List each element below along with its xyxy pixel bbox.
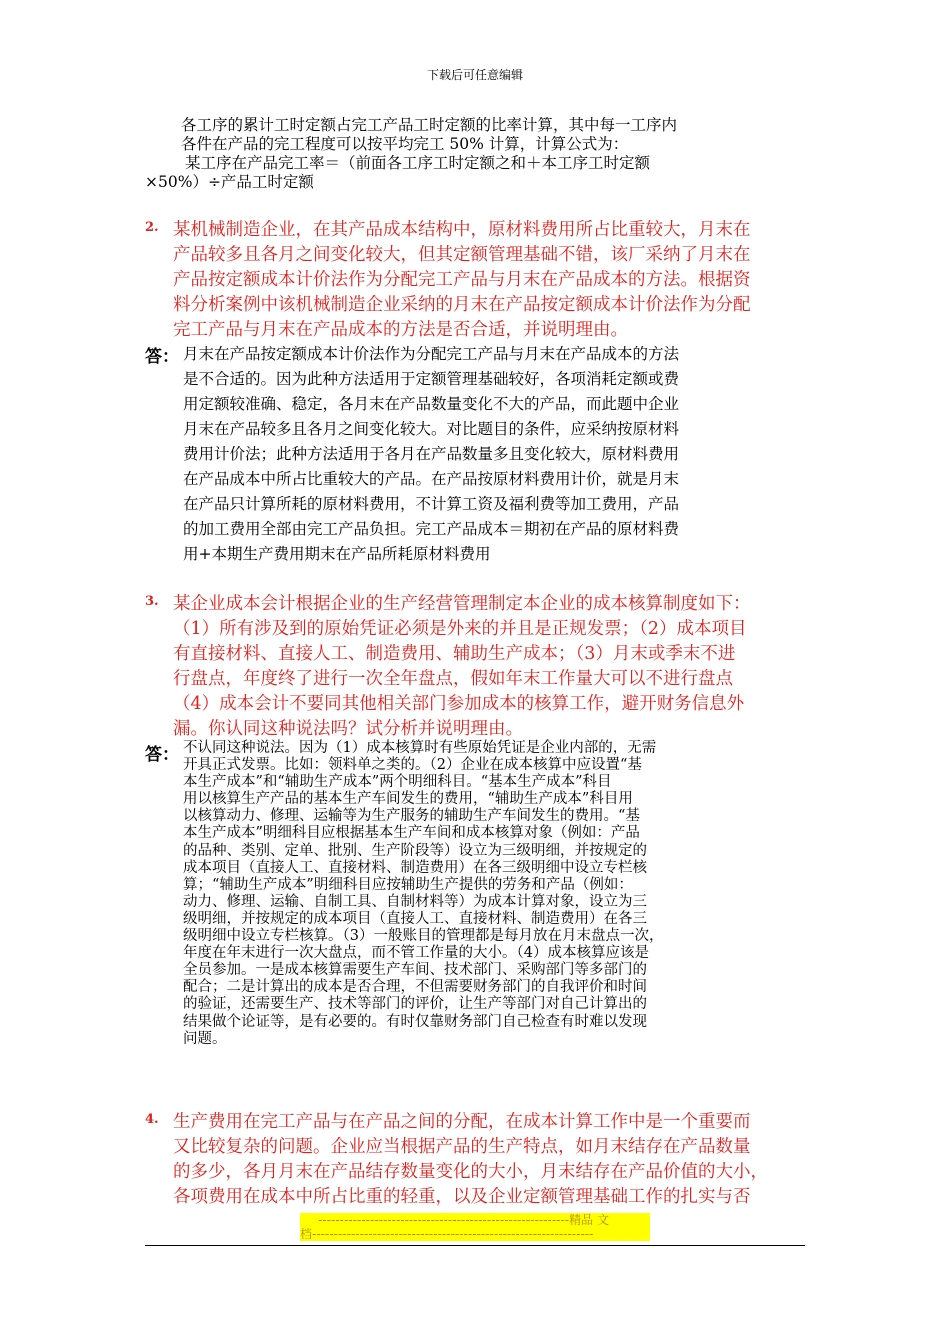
- question-text: [173, 1110, 768, 1210]
- footer-rule: [145, 1245, 805, 1246]
- question-number: 2.: [145, 220, 159, 235]
- answer-line: 用+本期生产费用期末在产品所耗原材料费用: [183, 545, 491, 563]
- answer-line: 月末在产品较多且各月之间变化较大。对比题目的条件，应采纳按原材料: [183, 420, 680, 438]
- intro-line: 各件在产品的完工程度可以按平均完工 50% 计算，计算公式为：: [181, 135, 629, 153]
- question-line: 又比较复杂的问题。企业应当根据产品的生产特点，如月末结存在产品数量: [173, 1137, 751, 1157]
- question-line: 料分析案例中该机械制造企业采纳的月末在产品按定额成本计价法作为分配: [173, 295, 751, 315]
- question-line: 的多少，各月月末在产品结存数量变化的大小，月末结存在产品价值的大小，: [173, 1162, 768, 1182]
- answer-line: 不认同这种说法。因为（1）成本核算时有些原始凭证是企业内部的，无需: [183, 740, 657, 756]
- question-line: 生产费用在完工产品与在产品之间的分配，在成本计算工作中是一个重要而: [173, 1112, 751, 1132]
- question-line: 漏。你认同这种说法吗？试分析并说明理由。: [173, 719, 523, 739]
- answer-text: [183, 740, 663, 1048]
- answer-line: 本生产成本”明细科目应根据基本生产车间和成本核算对象（例如：产品: [183, 825, 640, 842]
- question-line: 行盘点，年度终了进行一次全年盘点，假如年末工作量大可以不进行盘点: [173, 669, 733, 689]
- page-header: 下载后可任意编辑: [426, 68, 523, 82]
- question-text: [173, 218, 751, 343]
- question-line: （4）成本会计不要同其他相关部门参加成本的核算工作，避开财务信息外: [173, 694, 745, 714]
- question-line: 产品按定额成本计价法作为分配完工产品与月末在产品成本的方法。根据资: [173, 270, 751, 290]
- answer-line: 结果做个论证等，是有必要的。有时仅靠财务部门自己检查有时难以发现: [183, 1013, 647, 1030]
- answer-line: 本生产成本”和“辅助生产成本”两个明细科目。“基本生产成本”科目: [183, 774, 612, 791]
- answer-line: 以核算动力、修理、运输等为生产服务的辅助生产车间发生的费用。“基: [183, 808, 640, 825]
- answer-line: 动力、修理、运输、自制工具、自制材料等）为成本计算对象，设立为三: [183, 893, 647, 910]
- question-text: [173, 592, 751, 742]
- answer-line: 的验证，还需要生产、技术等部门的评价，让生产等部门对自己计算出的: [183, 996, 647, 1013]
- question-line: （1）所有涉及到的原始凭证必须是外来的并且是正规发票；（2）成本项目: [173, 619, 747, 639]
- question-number: 3.: [145, 594, 159, 609]
- footer-banner: [300, 1213, 650, 1241]
- answer-label: 答：: [145, 745, 179, 765]
- answer-line: 在产品只计算所耗的原材料费用，不计算工资及福利费等加工费用，产品: [183, 495, 680, 513]
- intro-formula-line: ×50%）÷产品工时定额: [145, 173, 314, 191]
- answer-text: [183, 342, 679, 567]
- answer-line: 是不合适的。因为此种方法适用于定额管理基础较好，各项消耗定额或费: [183, 370, 680, 388]
- question-line: 完工产品与月末在产品成本的方法是否合适，并说明理由。: [173, 320, 628, 340]
- question-line: 某机械制造企业，在其产品成本结构中，原材料费用所占比重较大，月末在: [173, 220, 751, 240]
- answer-line: 算；“辅助生产成本”明细科目应按辅助生产提供的劳务和产品（例如：: [183, 876, 633, 893]
- answer-label: 答：: [145, 347, 179, 367]
- answer-line: 月末在产品按定额成本计价法作为分配完工产品与月末在产品成本的方法: [183, 345, 680, 363]
- answer-line: 级明细中设立专栏核算。（3）一般账目的管理都是每月放在月末盘点一次，: [183, 928, 664, 945]
- answer-line: 年度在年末进行一次大盘点，而不管工作量的大小。（4）成本核算应该是: [183, 945, 649, 962]
- answer-line: 配合；二是计算出的成本是否合理，不但需要财务部门的自我评价和时间: [183, 979, 647, 996]
- answer-line: 用以核算生产产品的基本生产车间发生的费用，“辅助生产成本”科目用: [183, 791, 633, 808]
- answer-line: 在产品成本中所占比重较大的产品。在产品按原材料费用计价，就是月末: [183, 470, 680, 488]
- question-line: 各项费用在成本中所占比重的轻重，以及企业定额管理基础工作的扎实与否: [173, 1187, 751, 1207]
- answer-line: 开具正式发票。比如：领料单之类的。（2）企业在成本核算中应设置“基: [183, 757, 642, 774]
- answer-line: 成本项目（直接人工、直接材料、制造费用）在各三级明细中设立专栏核: [183, 859, 647, 876]
- answer-line: 费用计价法；此种方法适用于各月在产品数量多且变化较大，原材料费用: [183, 445, 680, 463]
- intro-formula-line: 某工序在产品完工率＝（前面各工序工时定额之和＋本工序工时定额: [185, 154, 651, 172]
- answer-line: 的加工费用全部由完工产品负担。完工产品成本＝期初在产品的原材料费: [183, 520, 680, 538]
- question-line: 某企业成本会计根据企业的生产经营管理制定本企业的成本核算制度如下：: [173, 594, 751, 614]
- question-line: 有直接材料、直接人工、制造费用、辅助生产成本；（3）月末或季末不进: [173, 644, 736, 664]
- footer-line: 档-----------------------------------------------------------------: [300, 1227, 594, 1241]
- intro-line: 各工序的累计工时定额占完工产品工时定额的比率计算，其中每一工序内: [181, 116, 678, 134]
- footer-line: ----------------------------------------------------------精品 文: [318, 1213, 609, 1227]
- answer-line: 全员参加。一是成本核算需要生产车间、技术部门、采购部门等多部门的: [183, 962, 647, 979]
- answer-line: 级明细，并按规定的成本项目（直接人工、直接材料、制造费用）在各三: [183, 910, 647, 927]
- answer-line: 用定额较准确、稳定，各月末在产品数量变化不大的产品，而此题中企业: [183, 395, 680, 413]
- answer-line: 问题。: [183, 1030, 227, 1047]
- answer-line: 的品种、类别、定单、批别、生产阶段等）设立为三级明细，并按规定的: [183, 842, 647, 859]
- intro-paragraph: [145, 116, 810, 192]
- question-number: 4.: [145, 1112, 159, 1127]
- question-line: 产品较多且各月之间变化较大，但其定额管理基础不错，该厂采纳了月末在: [173, 245, 751, 265]
